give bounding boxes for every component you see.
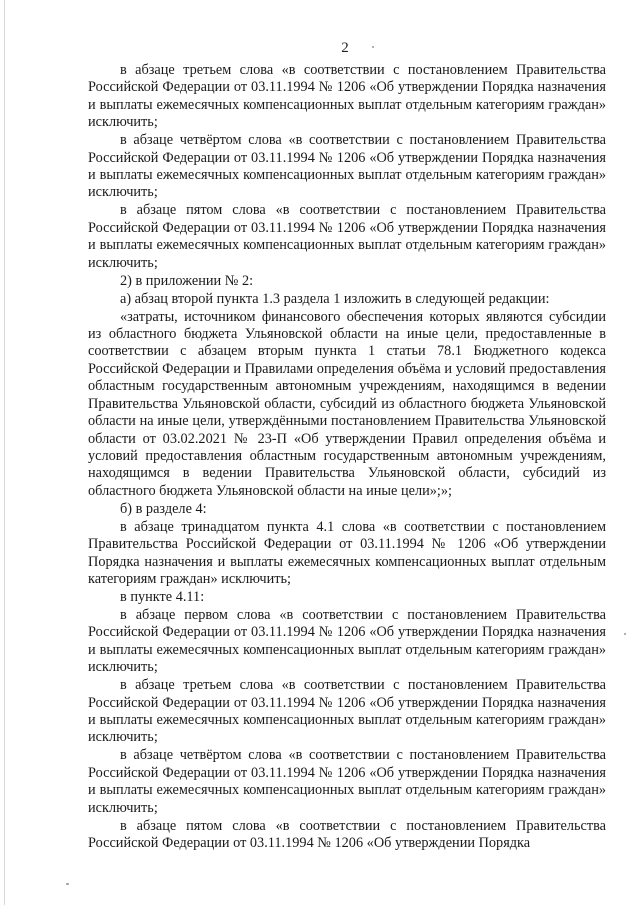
paragraph: «затраты, источником финансового обеспечения которых являются субсидии из областного бюджета Ульяновской области на иные цели, предоставленные в соответствии с абзацем вторым пункта 1 статьи 78.1 Бюджетного кодекса Российской Федерации и Правилами определения объёма и условий предоставления областным государственным автономным учреждениям, находящимся в ведении Правительства Ульяновской области, субсидий из областного бюджета Ульяновской области на иные цели, утверждёнными постановлением Правительства Ульяновской области от 03.02.2021 № 23-П «Об утверждении Правил определения объёма и условий предоставления областным государственным автономным учреждениям, находящимся в ведении Правительства Ульяновской области, субсидий из областного бюджета Ульяновской области на иные цели»;»; (88, 308, 606, 499)
paragraph: 2) в приложении № 2: (120, 272, 254, 289)
paragraph: в абзаце третьем слова «в соответствии с постановлением Правительства Российской Федерации от 03.11.1994 № 1206 «Об утверждении Порядка назначения и выплаты ежемесячных компенсационных выплат отдельным категориям граждан» исключить; (88, 677, 606, 746)
scan-speck (372, 46, 374, 48)
document-body (88, 62, 606, 852)
paragraph: в абзаце четвёртом слова «в соответствии с постановлением Правительства Российской Федерации от 03.11.1994 № 1206 «Об утверждении Порядка назначения и выплаты ежемесячных компенсационных выплат отдельным категориям граждан» исключить; (88, 132, 606, 201)
paragraph: а) абзац второй пункта 1.3 раздела 1 изложить в следующей редакции: (120, 290, 550, 307)
paragraph: в абзаце четвёртом слова «в соответствии с постановлением Правительства Российской Федерации от 03.11.1994 № 1206 «Об утверждении Порядка назначения и выплаты ежемесячных компенсационных выплат отдельным категориям граждан» исключить; (88, 747, 606, 816)
page-edge-line (4, 0, 5, 905)
paragraph: в пункте 4.11: (120, 588, 205, 605)
paragraph: в абзаце пятом слова «в соответствии с постановлением Правительства Российской Федерации от 03.11.1994 № 1206 «Об утверждении Порядка (88, 817, 606, 851)
page-number: 2 (341, 40, 349, 56)
paragraph: в абзаце первом слова «в соответствии с постановлением Правительства Российской Федерации от 03.11.1994 № 1206 «Об утверждении Порядка назначения и выплаты ежемесячных компенсационных выплат отдельным категориям граждан» исключить; (88, 606, 606, 676)
paragraph: в абзаце тринадцатом пункта 4.1 слова «в соответствии с постановлением Правительства Российской Федерации от 03.11.1994 № 1206 «Об утверждении Порядка назначения и выплаты ежемесячных компенсационных выплат отдельным категориям граждан» исключить; (88, 518, 606, 587)
paragraph: б) в разделе 4: (120, 500, 207, 517)
paragraph: в абзаце третьем слова «в соответствии с постановлением Правительства Российской Федерации от 03.11.1994 № 1206 «Об утверждении Порядка назначения и выплаты ежемесячных компенсационных выплат отдельным категориям граждан» исключить; (88, 62, 606, 131)
scan-speck (66, 883, 69, 885)
scan-speck (624, 633, 626, 635)
paragraph: в абзаце пятом слова «в соответствии с постановлением Правительства Российской Федерации от 03.11.1994 № 1206 «Об утверждении Порядка назначения и выплаты ежемесячных компенсационных выплат отдельным категориям граждан» исключить; (88, 202, 606, 271)
